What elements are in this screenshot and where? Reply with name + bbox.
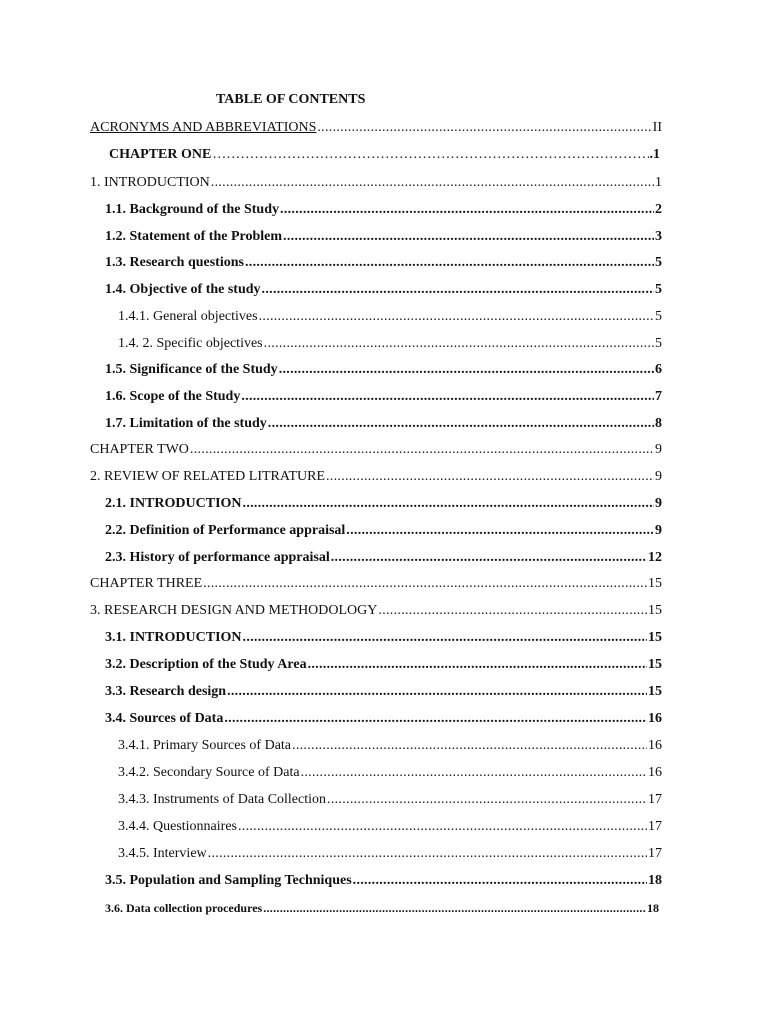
toc-entry-label: 3.2. Description of the Study Area <box>105 657 307 672</box>
dot-leader <box>263 899 646 917</box>
toc-entry-page: 17 <box>648 819 662 834</box>
toc-entry-label: 1. INTRODUCTION <box>90 175 210 190</box>
dot-leader <box>268 415 654 433</box>
toc-entry-label: 2.3. History of performance appraisal <box>105 550 330 565</box>
toc-entry-label: 3.1. INTRODUCTION <box>105 630 242 645</box>
toc-entry-1-5[interactable] <box>105 361 662 379</box>
dot-leader <box>227 683 647 701</box>
toc-entry-label: 3.6. Data collection procedures <box>105 901 263 915</box>
toc-entry-page: 5 <box>655 309 662 324</box>
dot-leader <box>292 737 647 755</box>
toc-entry-1-6[interactable] <box>105 388 662 406</box>
toc-entry-page: 15 <box>648 576 662 591</box>
dot-leader <box>346 522 654 540</box>
toc-entry-label: 1.5. Significance of the Study <box>105 362 278 377</box>
toc-entry-page: 5 <box>655 282 662 297</box>
dot-leader <box>283 228 654 246</box>
toc-entry-label: 2.2. Definition of Performance appraisal <box>105 523 346 538</box>
toc-entry-label: 3.4.2. Secondary Source of Data <box>118 765 300 780</box>
dot-leader <box>280 201 654 219</box>
toc-entry-page: 9 <box>655 442 662 457</box>
dot-leader <box>208 845 647 863</box>
toc-entry-page: 15 <box>648 630 662 645</box>
toc-entry-3-4-2[interactable] <box>118 764 662 782</box>
toc-entry-1-4[interactable] <box>105 281 662 299</box>
toc-entry-review-literature[interactable] <box>90 468 662 486</box>
toc-entry-1-1[interactable] <box>105 201 662 219</box>
dot-leader <box>203 575 647 593</box>
toc-entry-label: 3.5. Population and Sampling Techniques <box>105 873 352 888</box>
toc-entry-page: II <box>652 120 662 135</box>
dot-leader <box>190 441 654 459</box>
toc-entry-label: 1.6. Scope of the Study <box>105 389 241 404</box>
toc-entry-chapter-one[interactable] <box>109 146 660 164</box>
toc-entry-page: 7 <box>655 389 662 404</box>
toc-entry-label: 1.7. Limitation of the study <box>105 416 267 431</box>
toc-entry-label: 1.1. Background of the Study <box>105 202 280 217</box>
toc-entry-3-4[interactable] <box>105 710 662 728</box>
toc-entry-3-3[interactable] <box>105 683 662 701</box>
toc-entry-label: 3.4.1. Primary Sources of Data <box>118 738 292 753</box>
toc-entry-acronyms[interactable] <box>90 119 662 137</box>
toc-entry-label: 1.2. Statement of the Problem <box>105 229 283 244</box>
toc-entry-page: 16 <box>648 765 662 780</box>
toc-entry-introduction[interactable] <box>90 174 662 192</box>
toc-entry-3-4-5[interactable] <box>118 845 662 863</box>
toc-entry-1-7[interactable] <box>105 415 662 433</box>
toc-entry-label: ACRONYMS AND ABBREVIATIONS <box>90 120 317 135</box>
toc-entry-page: 8 <box>655 416 662 431</box>
toc-entry-page: 6 <box>655 362 662 377</box>
toc-entry-3-6[interactable] <box>105 899 659 917</box>
toc-entry-page: .1 <box>649 147 660 162</box>
dot-leader <box>327 791 647 809</box>
toc-entry-page: 17 <box>648 846 662 861</box>
dot-leader <box>243 629 647 647</box>
dot-leader <box>378 602 647 620</box>
toc-entry-page: 18 <box>648 873 662 888</box>
dot-leader <box>331 549 647 567</box>
toc-entry-page: 5 <box>655 336 662 351</box>
toc-entry-label: 3.4.4. Questionnaires <box>118 819 237 834</box>
toc-entry-chapter-three[interactable] <box>90 575 662 593</box>
toc-entry-3-4-3[interactable] <box>118 791 662 809</box>
dot-leader <box>243 495 654 513</box>
toc-entry-3-1[interactable] <box>105 629 662 647</box>
toc-entry-label: 3.3. Research design <box>105 684 227 699</box>
dot-leader <box>262 281 654 299</box>
toc-entry-3-2[interactable] <box>105 656 662 674</box>
toc-entry-page: 15 <box>648 684 662 699</box>
dot-leader <box>241 388 654 406</box>
toc-entry-label: 2.1. INTRODUCTION <box>105 496 242 511</box>
dot-leader <box>326 468 654 486</box>
dot-leader <box>212 146 648 164</box>
dot-leader <box>264 335 654 353</box>
toc-entry-page: 2 <box>655 202 662 217</box>
toc-entry-1-3[interactable] <box>105 254 662 272</box>
toc-entry-label: 3.4.5. Interview <box>118 846 207 861</box>
toc-entry-2-1[interactable] <box>105 495 662 513</box>
toc-entry-1-2[interactable] <box>105 228 662 246</box>
dot-leader <box>279 361 654 379</box>
toc-entry-page: 9 <box>655 523 662 538</box>
dot-leader <box>245 254 654 272</box>
toc-entry-page: 9 <box>655 469 662 484</box>
toc-entry-2-2[interactable] <box>105 522 662 540</box>
toc-entry-1-4-1[interactable] <box>118 308 662 326</box>
toc-entry-page: 17 <box>648 792 662 807</box>
toc-entry-page: 9 <box>655 496 662 511</box>
dot-leader <box>353 872 647 890</box>
dot-leader <box>238 818 647 836</box>
toc-title: TABLE OF CONTENTS <box>216 92 366 107</box>
dot-leader <box>211 174 654 192</box>
toc-entry-label: CHAPTER ONE <box>109 147 212 162</box>
toc-entry-page: 1 <box>655 175 662 190</box>
toc-entry-label: CHAPTER TWO <box>90 442 189 457</box>
toc-entry-1-4-2[interactable] <box>118 335 662 353</box>
toc-entry-label: 1.4.1. General objectives <box>118 309 258 324</box>
toc-entry-label: 1.4. 2. Specific objectives <box>118 336 263 351</box>
dot-leader <box>224 710 647 728</box>
toc-entry-chapter-two[interactable] <box>90 441 662 459</box>
toc-entry-page: 16 <box>648 738 662 753</box>
toc-entry-label: 2. REVIEW OF RELATED LITRATURE <box>90 469 325 484</box>
toc-entry-3-4-1[interactable] <box>118 737 662 755</box>
dot-leader <box>301 764 647 782</box>
toc-entry-page: 12 <box>648 550 662 565</box>
toc-entry-label: CHAPTER THREE <box>90 576 203 591</box>
dot-leader <box>259 308 654 326</box>
toc-entry-label: 3. RESEARCH DESIGN AND METHODOLOGY <box>90 603 378 618</box>
toc-entry-page: 3 <box>655 229 662 244</box>
toc-entry-3-4-4[interactable] <box>118 818 662 836</box>
toc-entry-page: 15 <box>648 603 662 618</box>
toc-entry-research-design-methodology[interactable] <box>90 602 662 620</box>
toc-entry-2-3[interactable] <box>105 549 662 567</box>
toc-entry-label: 1.3. Research questions <box>105 255 244 270</box>
toc-entry-page: 18 <box>647 901 659 915</box>
toc-entry-page: 16 <box>648 711 662 726</box>
toc-entry-page: 5 <box>655 255 662 270</box>
toc-entry-page: 15 <box>648 657 662 672</box>
toc-entry-3-5[interactable] <box>105 872 662 890</box>
dot-leader <box>317 119 651 137</box>
toc-entry-label: 1.4. Objective of the study <box>105 282 261 297</box>
toc-entry-label: 3.4. Sources of Data <box>105 711 224 726</box>
toc-entry-label: 3.4.3. Instruments of Data Collection <box>118 792 327 807</box>
dot-leader <box>308 656 647 674</box>
